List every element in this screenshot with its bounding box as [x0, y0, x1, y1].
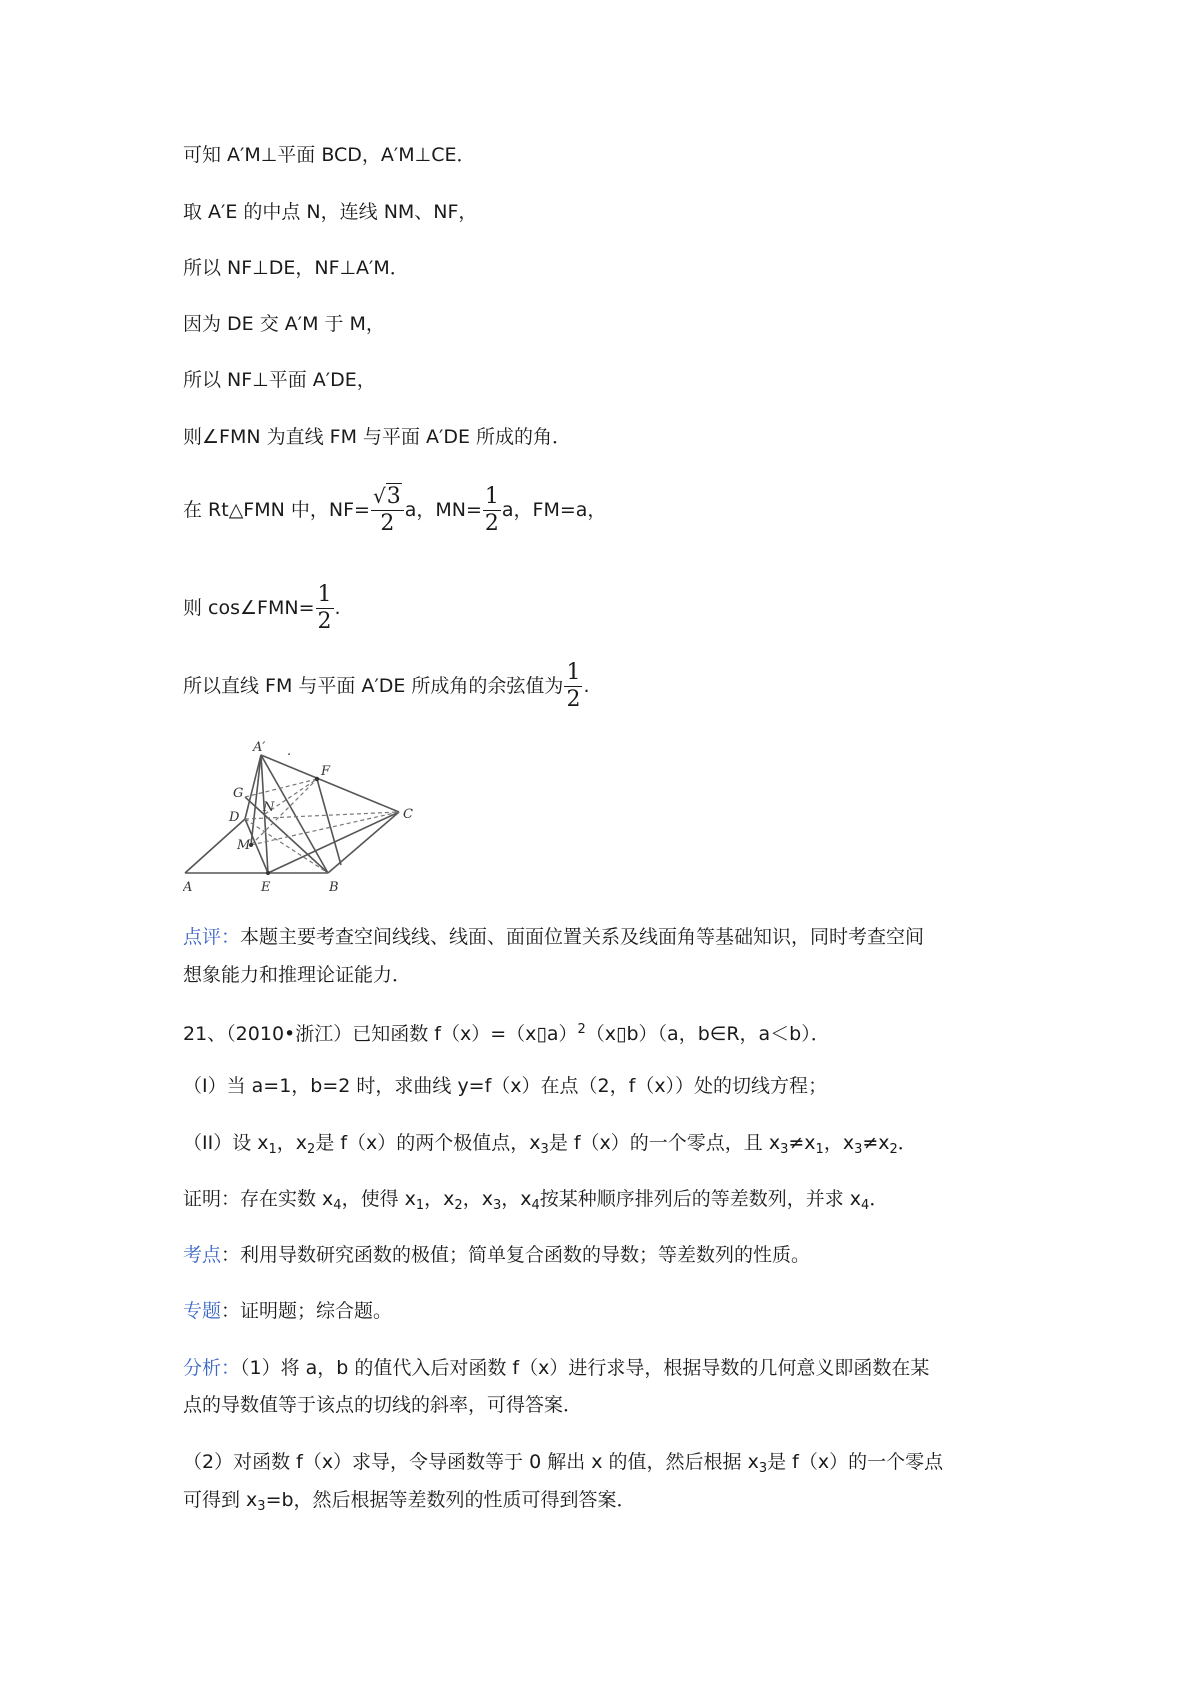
- label-dot: .: [287, 744, 292, 759]
- edge-b-c: [328, 812, 399, 873]
- sqrt: [373, 486, 402, 508]
- text-segment: 是 f（x）的一个零点，且 x: [548, 1132, 781, 1154]
- point-e: [266, 871, 270, 875]
- text-line: 则∠FMN 为直线 FM 与平面 A′DE 所成的角．: [183, 426, 572, 448]
- geometry-figure: [183, 737, 428, 895]
- fraction: [316, 584, 334, 633]
- text-segment: a，FM=a，: [501, 499, 607, 521]
- text-segment: 21、（2010•浙江）已知函数 f（x）=（x: [183, 1023, 537, 1045]
- text-segment: ，x: [424, 1188, 455, 1210]
- text-segment: =b，然后根据等差数列的性质可得到答案．: [265, 1489, 636, 1511]
- radicand: 3: [386, 484, 401, 509]
- text-segment: 可得到 x: [183, 1489, 258, 1511]
- denominator: 2: [317, 609, 332, 634]
- subscript: 3: [540, 1142, 549, 1157]
- subscript: 3: [758, 1461, 768, 1476]
- subscript: 3: [257, 1499, 266, 1514]
- point-f: [315, 777, 319, 781]
- text-segment: a，MN=: [404, 499, 482, 521]
- label-f: F: [321, 764, 331, 779]
- fraction: [564, 662, 582, 711]
- review-line-1: [183, 924, 924, 950]
- text-line: 所以 NF⊥平面 A′DE，: [183, 369, 376, 391]
- text-segment: 按某种顺序排列后的等差数列，并求 x: [539, 1188, 862, 1210]
- text-segment: 在 Rt△FMN 中，NF=: [183, 499, 370, 521]
- subscript: 1: [268, 1142, 277, 1157]
- denominator: 2: [380, 511, 395, 536]
- text-segment: 本题主要考查空间线线、线面、面面位置关系及线面角等基础知识，同时考查空间: [240, 926, 925, 948]
- numerator: 1: [566, 660, 581, 685]
- text-segment: （2）对函数 f（x）求导，令导函数等于 0 解出 x 的值，然后根据 x: [183, 1451, 759, 1473]
- text-segment: b）（a，b∈R，a＜b）．: [626, 1023, 830, 1045]
- exponent: 2: [577, 1022, 586, 1037]
- text-segment: [371, 486, 404, 511]
- text-segment: 是 f（x）的一个零点: [767, 1451, 944, 1473]
- label-b: B: [329, 880, 339, 895]
- text-segment: √: [372, 484, 386, 508]
- edge-e-c: [268, 812, 399, 873]
- text-segment: 则 cos∠FMN=: [183, 597, 315, 619]
- proof-statement: [183, 1186, 888, 1219]
- text-line: 因为 DE 交 A′M 于 M，: [183, 313, 385, 335]
- text-line: 取 A′E 的中点 N，连线 NM、NF，: [183, 201, 478, 223]
- subscript: 3: [854, 1142, 863, 1157]
- text-segment: ，x: [276, 1132, 308, 1154]
- text-segment: （1）将 a，b 的值代入后对函数 f（x）进行求导，根据导数的几何意义即函数在某: [240, 1357, 930, 1379]
- fenxi-label: 分析：: [183, 1357, 241, 1379]
- cos-line: [183, 580, 341, 636]
- review-line-2: 想象能力和推理论证能力．: [183, 964, 412, 986]
- label-c: C: [403, 807, 413, 822]
- label-d: D: [229, 810, 240, 825]
- text-segment: ，x: [462, 1188, 493, 1210]
- text-segment: 证明题；综合题。: [240, 1300, 393, 1322]
- dashed-g-f: [245, 779, 317, 797]
- part-1: （I）当 a=1，b=2 时，求曲线 y=f（x）在点（2，f（x））处的切线方程；: [183, 1075, 828, 1097]
- review-label: 点评：: [183, 926, 241, 948]
- edge-g-b: [245, 797, 328, 873]
- text-segment: ．: [869, 1188, 889, 1210]
- dashed-m-c: [251, 812, 399, 845]
- part2-analysis-line-2: [183, 1487, 636, 1520]
- subscript: 3: [492, 1198, 502, 1213]
- denominator: 2: [484, 511, 499, 536]
- edge-f-b: [317, 779, 341, 865]
- label-a: A: [183, 880, 193, 895]
- text-segment: .: [583, 675, 590, 697]
- zhuanti-label: 专题: [183, 1300, 222, 1322]
- subscript: 1: [815, 1142, 824, 1157]
- text-segment: 利用导数研究函数的极值；简单复合函数的导数；等差数列的性质。: [240, 1244, 811, 1266]
- result-line: [183, 658, 589, 714]
- numerator: 1: [484, 484, 499, 509]
- text-segment: （x: [585, 1023, 617, 1045]
- text-segment: ，x: [501, 1188, 532, 1210]
- text-segment: （II）设 x: [183, 1132, 269, 1154]
- text-segment: ：: [221, 1244, 241, 1266]
- subscript: 4: [531, 1198, 540, 1213]
- text-segment: 所以直线 FM 与平面 A′DE 所成角的余弦值为: [183, 675, 564, 697]
- label-g: G: [233, 786, 244, 801]
- text-line: 可知 A′M⊥平面 BCD，A′M⊥CE．: [183, 144, 476, 166]
- missing-glyph: ▯: [536, 1023, 547, 1045]
- part2-analysis-line-1: [183, 1449, 943, 1482]
- text-segment: 是 f（x）的两个极值点，x: [315, 1132, 541, 1154]
- subscript: 1: [415, 1198, 425, 1213]
- fraction-nf: [371, 486, 404, 535]
- subscript: 2: [307, 1142, 316, 1157]
- subscript: 4: [333, 1198, 342, 1213]
- rt-triangle-line: [183, 482, 606, 538]
- edge-a-d: [185, 819, 245, 873]
- text-segment: ，x: [823, 1132, 855, 1154]
- fraction-mn: [483, 486, 501, 535]
- zhuanti-line: [183, 1298, 392, 1324]
- subscript: 3: [780, 1142, 789, 1157]
- part-2: [183, 1130, 917, 1163]
- subscript: 4: [861, 1198, 870, 1213]
- label-m: M: [237, 838, 251, 853]
- edge-a1-m: [251, 755, 261, 845]
- numerator: 1: [317, 582, 332, 607]
- kaodian-label: 考点: [183, 1244, 222, 1266]
- text-segment: ．: [897, 1132, 917, 1154]
- missing-glyph: ▯: [616, 1023, 627, 1045]
- kaodian-line: [183, 1242, 810, 1268]
- question-21: [183, 1017, 830, 1047]
- denominator: 2: [566, 687, 581, 712]
- text-segment: ：: [221, 1300, 241, 1322]
- fenxi-line-2: 点的导数值等于该点的切线的斜率，可得答案．: [183, 1394, 583, 1416]
- text-segment: ，使得 x: [341, 1188, 416, 1210]
- label-n: N: [263, 800, 275, 815]
- text-segment: ≠x: [788, 1132, 816, 1154]
- text-segment: a）: [546, 1023, 578, 1045]
- text-segment: .: [334, 597, 341, 619]
- label-e: E: [261, 880, 271, 895]
- fenxi-line-1: [183, 1355, 929, 1381]
- label-a-prime: A′: [253, 740, 266, 755]
- subscript: 2: [454, 1198, 463, 1213]
- text-segment: ≠x: [862, 1132, 890, 1154]
- text-segment: 证明：存在实数 x: [183, 1188, 334, 1210]
- text-line: 所以 NF⊥DE，NF⊥A′M．: [183, 257, 409, 279]
- subscript: 2: [889, 1142, 898, 1157]
